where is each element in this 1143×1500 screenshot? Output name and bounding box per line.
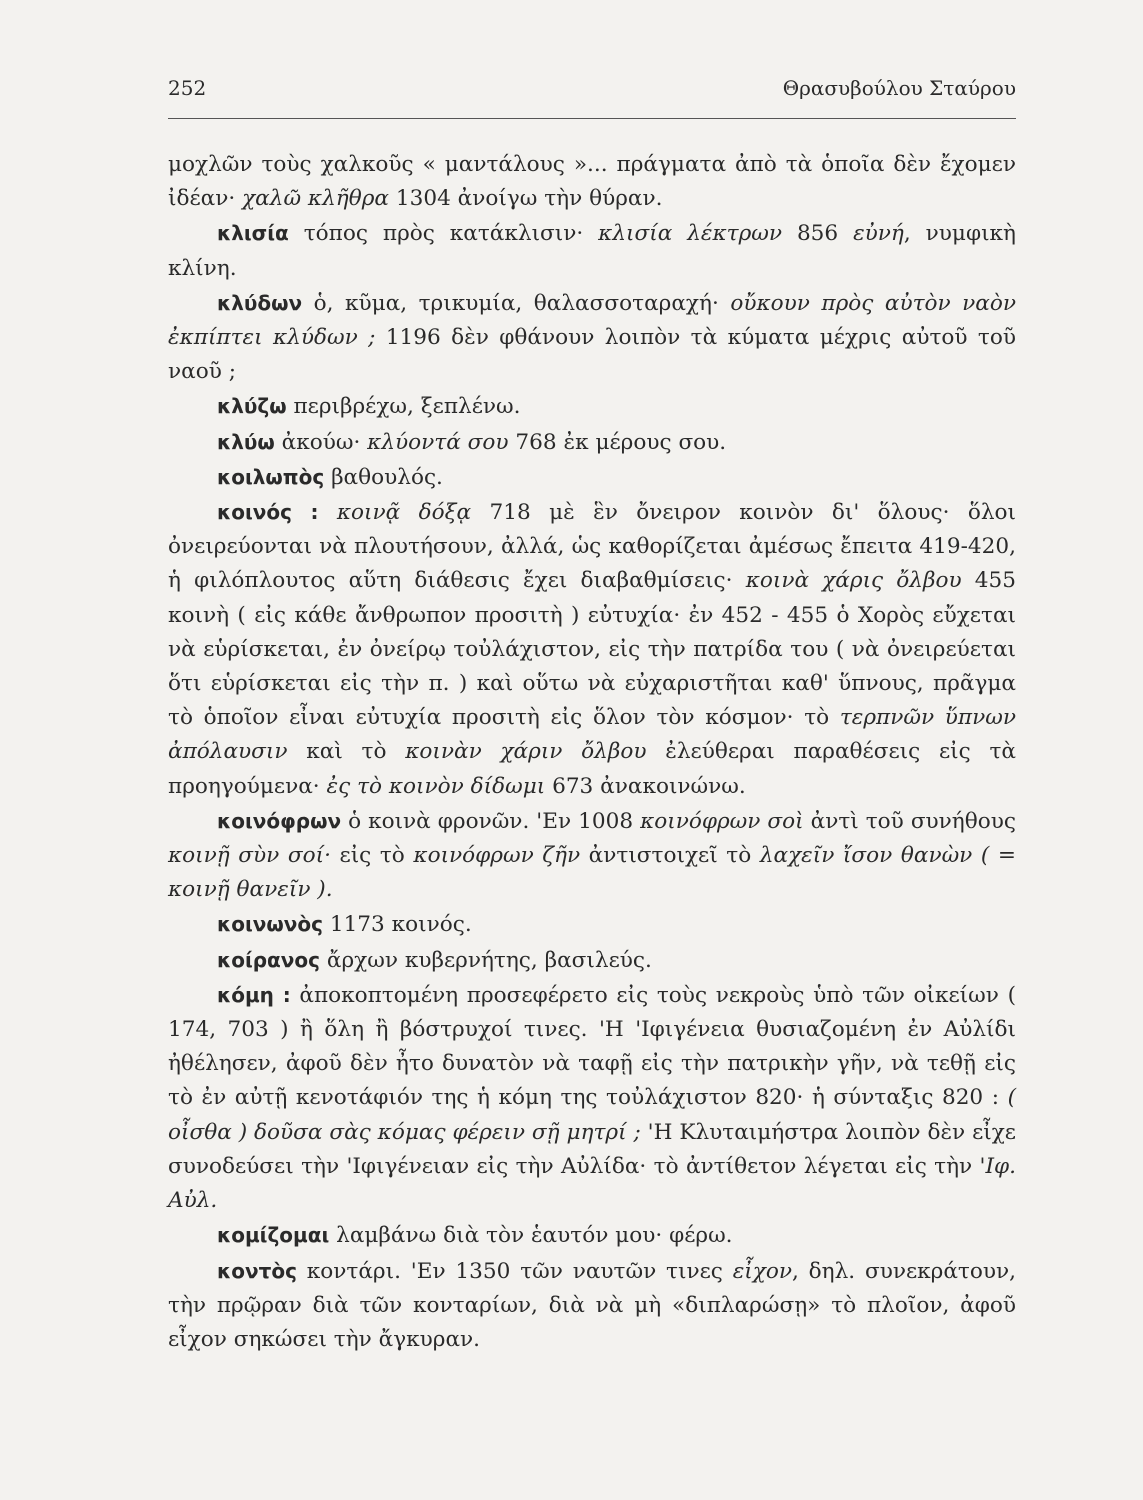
page-header (168, 76, 1016, 100)
page-number: 252 (168, 76, 207, 100)
quotation: κοινόφρων σοὶ (640, 808, 804, 834)
headword: κοίρανος (217, 947, 321, 972)
headword: κοιλωπὸς (217, 464, 325, 489)
glossary-entry (168, 460, 1016, 495)
definition-text (318, 500, 336, 525)
quotation: τερπνῶν ὕπνων ἀπόλαυσιν (168, 705, 1016, 765)
quotation: εὐνή (853, 221, 904, 247)
glossary-entry (168, 216, 1016, 285)
definition-text: λαμβάνω διὰ τὸν ἑαυτόν μου· φέρω. (329, 1223, 733, 1249)
quotation: χαλῶ κλῆθρα (242, 186, 389, 212)
definition-text: περιβρέχω, ξεπλένω. (286, 394, 521, 420)
definition-text: κοντάρι. 'Εν 1350 τῶν ναυτῶν τινες (296, 1258, 733, 1284)
definition-text: εἰς τὸ (330, 843, 414, 869)
quotation: λαχεῖν ἴσον θανὼν ( = κοινῇ θανεῖν ). (168, 843, 1016, 903)
definition-text: 455 κοινὴ ( εἰς κάθε ἄνθρωπον προσιτὴ ) εὐτυχία· ἐν 452 - 455 ὁ Χορὸς εὔχεται νὰ εὑρίσκεται, ἐν ὀνείρῳ τοὐλάχιστον, εἰς τὴν πατρίδα του ( νὰ ὀνειρεύεται ὅτι εὑρίσκεται εἰς τὴν π. ) καὶ οὕτω νὰ εὐχαριστῆται καθ' ὕπνους, πρᾶγμα τὸ ὁποῖον εἶναι εὐτυχία προσιτὴ εἰς ὅλον τὸν κόσμον· τὸ (168, 568, 1016, 731)
glossary-entry (168, 1218, 1016, 1253)
quotation: κοινᾷ δόξᾳ (336, 500, 472, 526)
definition-text: 1304 ἀνοίγω τὴν θύραν. (388, 186, 663, 212)
quotation: ( οἶσθα ) δοῦσα σὰς κόμας φέρειν σῇ μητρί ; (168, 1085, 1016, 1145)
glossary-entry (168, 907, 1016, 942)
glossary-body (168, 148, 1016, 1357)
headword: κοινωνὸς (217, 912, 323, 937)
glossary-entry (168, 495, 1016, 804)
definition-text: 673 ἀνακοινώνω. (545, 773, 746, 799)
definition-text: ἀποκοπτομένη προσεφέρετο εἰς τοὺς νεκροὺς ὑπὸ τῶν οἰκείων ( 174, 703 ) ἢ ὅλη ἢ βόστρυχοί τινες. 'Η 'Ιφιγένεια θυσιαζομένη ἐν Αὐλίδι ἠθέλησεν, ἀφοῦ δὲν ἦτο δυνατὸν νὰ ταφῇ εἰς τὴν πατρικὴν γῆν, νὰ τεθῇ εἰς τὸ ἐν αὐτῇ κενοτάφιόν της ἡ κόμη της τοὐλάχιστον 820· ἡ σύνταξις 820 : (168, 982, 1016, 1111)
glossary-entry (168, 978, 1016, 1218)
definition-text: 'Η Κλυταιμήστρα λοιπὸν δὲν εἶχε συνοδεύσει τὴν 'Ιφιγένειαν εἰς τὴν Αὐλίδα· τὸ ἀντίθετον λέγεται εἰς τὴν (168, 1119, 1016, 1179)
quotation: κοινὰ χάρις ὄλβου (745, 568, 962, 594)
definition-text: ἐλεύθεραι παραθέσεις εἰς τὰ προηγούμενα· (168, 739, 1016, 799)
definition-text: 856 (782, 221, 854, 247)
definition-text: , νυμφικὴ κλίνη. (168, 221, 1016, 281)
definition-text: βαθουλός. (324, 464, 443, 490)
headword: κοντὸς (217, 1258, 297, 1283)
headword: κλύδων (217, 290, 303, 315)
quotation: οὔκουν πρὸς αὐτὸν ναὸν ἐκπίπτει κλύδων ; (168, 290, 1016, 351)
definition-text: 768 ἐκ μέρους σου. (508, 429, 727, 455)
headword: κλισία (217, 221, 289, 246)
headword: κλύζω (217, 394, 287, 419)
definition-text: ἀντὶ τοῦ συνήθους (803, 808, 1016, 834)
quotation: κοινῇ σὺν σοί· (168, 843, 331, 869)
quotation: 'Ιφ. Αὐλ. (168, 1153, 1016, 1214)
definition-text: ἀντιστοιχεῖ τὸ (580, 843, 760, 869)
quotation: κοινόφρων ζῆν (413, 843, 581, 869)
quotation: κλύοντά σου (367, 429, 509, 455)
quotation: ἐς τὸ κοινὸν δίδωμι (326, 773, 546, 799)
glossary-entry (168, 804, 1016, 908)
definition-text: τόπος πρὸς κατάκλισιν· (288, 221, 599, 247)
definition-text: ἀκούω· (274, 429, 368, 455)
headword: κομίζομαι (217, 1223, 330, 1248)
headword: κοινός : (217, 500, 319, 525)
quotation: εἶχον (732, 1258, 792, 1284)
quotation: κλισία λέκτρων (598, 221, 783, 247)
running-title: Θρασυβούλου Σταύρου (782, 76, 1016, 100)
headword: κοινόφρων (217, 808, 342, 833)
headword: κλύω (217, 429, 275, 454)
definition-text: 718 μὲ ἓν ὄνειρον κοινὸν δι' ὅλους· ὅλοι ὀνειρεύονται νὰ πλουτήσουν, ἀλλά, ὡς καθορίζεται ἀμέσως ἔπειτα 419-420, ἡ φιλόπλουτος αὕτη διάθεσις ἔχει διαβαθμίσεις· (168, 500, 1016, 594)
glossary-entry (168, 425, 1016, 460)
definition-text: μοχλῶν τοὺς χαλκοῦς « μαντάλους »... πράγματα ἀπὸ τὰ ὁποῖα δὲν ἔχομεν ἰδέαν· (168, 152, 1016, 212)
quotation: κοινὰν χάριν ὄλβου (405, 739, 647, 765)
glossary-entry (168, 286, 1016, 390)
definition-text: ἄρχων κυβερνήτης, βασιλεύς. (320, 947, 652, 973)
glossary-entry (168, 389, 1016, 424)
definition-text: , δηλ. συνεκράτουν, τὴν πρῷραν διὰ τῶν κονταρίων, διὰ νὰ μὴ «διπλαρώσῃ» τὸ πλοῖον, ἀφοῦ εἶχον σηκώσει τὴν ἄγκυραν. (168, 1258, 1016, 1352)
glossary-entry (168, 1254, 1016, 1358)
definition-text: 1173 κοινός. (322, 912, 472, 938)
glossary-entry (168, 943, 1016, 978)
header-rule (168, 118, 1016, 119)
definition-text: 1196 δὲν φθάνουν λοιπὸν τὰ κύματα μέχρις αὐτοῦ τοῦ ναοῦ ; (168, 325, 1017, 385)
headword: κόμη : (217, 982, 291, 1007)
definition-text: ὁ, κῦμα, τρικυμία, θαλασσοταραχή· (302, 290, 731, 316)
continued-entry (168, 148, 1016, 216)
definition-text: καὶ τὸ (287, 739, 406, 765)
definition-text: ὁ κοινὰ φρονῶν. 'Εν 1008 (341, 808, 641, 834)
